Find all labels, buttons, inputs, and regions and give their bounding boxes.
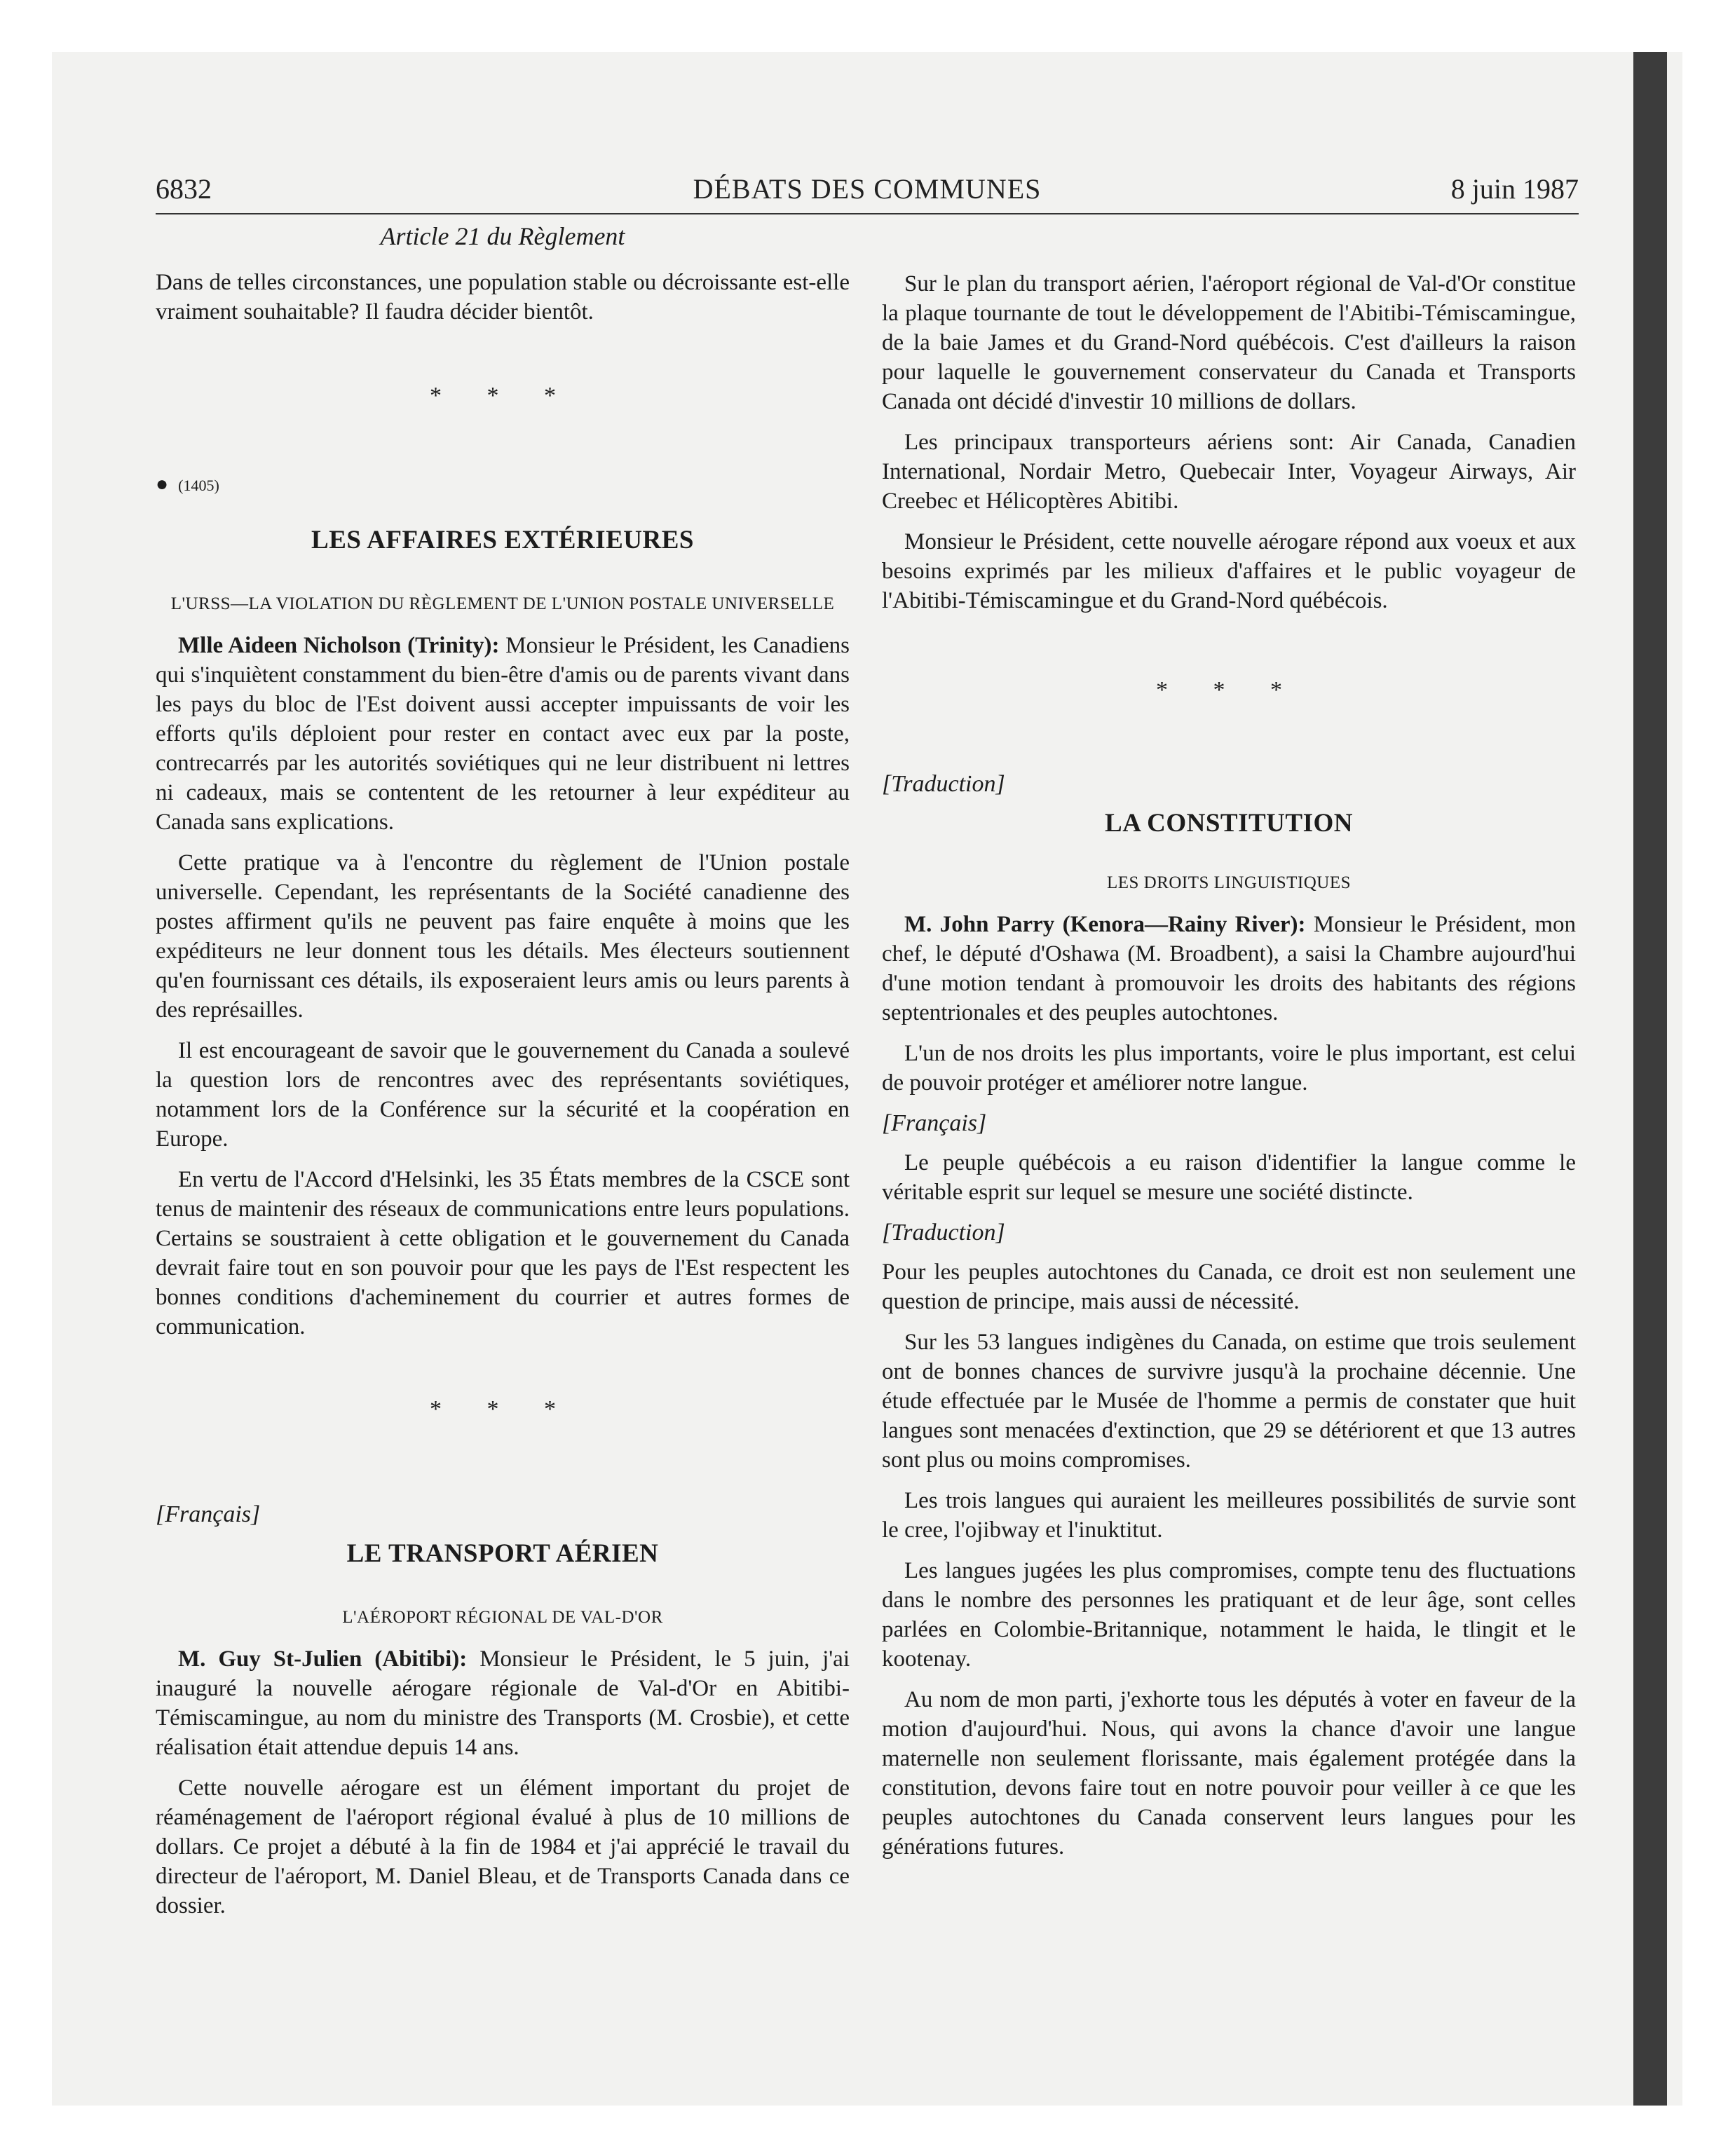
section-separator: * * * <box>430 383 576 409</box>
section-separator: * * * <box>1156 677 1302 703</box>
speech-paragraph: L'un de nos droits les plus importants, voire le plus important, est celui de pouvoir protéger et améliorer notre langue. <box>882 1041 1576 1096</box>
speech-text: Monsieur le Président, le 5 juin, j'ai inauguré la nouvelle aérogare régionale de Val-d'Or en Abitibi-Témiscamingue, au nom du ministre des Transports (M. Crosbie), et cette réalisation était attendue depuis 14 ans. <box>156 1646 850 1760</box>
time-marker-text: (1405) <box>178 477 219 494</box>
language-tag: [Français] <box>882 1110 987 1136</box>
section-title: LES AFFAIRES EXTÉRIEURES <box>311 526 694 554</box>
speech-paragraph: Cette nouvelle aérogare est un élément important du projet de réaménagement de l'aéroport régional évalué à plus de 10 millions de dollars. Ce projet a débuté à la fin de 1984 et j'ai apprécié le travail du directeur de l'aéroport, M. Daniel Bleau, et de Transports Canada dans ce dossier. <box>156 1775 850 1918</box>
speech-paragraph: Cette pratique va à l'encontre du règlement de l'Union postale universelle. Cependant, les représentants de la Société canadienne des postes affirment qu'ils ne peuvent pas faire enquête à moins que les expéditeurs ne leur donnent tous les détails. Mes électeurs soutiennent qu'en fournissant ces détails, ils exposeraient leurs amis ou leurs parents à des représailles. <box>156 850 850 1023</box>
subsection-title: L'URSS—LA VIOLATION DU RÈGLEMENT DE L'UNION POSTALE UNIVERSELLE <box>170 594 835 613</box>
speaker-name: M. Guy St-Julien (Abitibi): <box>178 1646 468 1672</box>
speech-text: Monsieur le Président, mon chef, le député d'Oshawa (M. Broadbent), a saisi la Chambre aujourd'hui d'une motion tendant à promouvoir les droits des habitants des régions septentrionales et des peuples autochtones. <box>882 912 1576 1025</box>
speaker-name: Mlle Aideen Nicholson (Trinity): <box>178 633 500 658</box>
speech-paragraph: En vertu de l'Accord d'Helsinki, les 35 États membres de la CSCE sont tenus de maintenir des réseaux de communications entre leurs populations. Certains se soustraient à cette obligation et le gouvernement du Canada devrait faire tout en son pouvoir pour que les pays de l'Est respectent les bonnes conditions d'acheminement du courrier et autres formes de communication. <box>156 1167 850 1339</box>
speaker-name: M. John Parry (Kenora—Rainy River): <box>904 912 1306 937</box>
section-separator: * * * <box>430 1396 576 1422</box>
bullet-icon: ● <box>156 472 169 496</box>
speech-paragraph: Les langues jugées les plus compromises, compte tenu des fluctuations dans le nombre des personnes les pratiquant et de leur âge, sont celles parlées en Colombie-Britannique, notamment le haida, le tlingit et le kootenay. <box>882 1558 1576 1672</box>
right-column <box>882 221 1576 1873</box>
speech-paragraph <box>156 631 850 837</box>
language-tag: [Traduction] <box>882 771 1005 797</box>
time-marker <box>156 470 850 500</box>
article-reference: Article 21 du Règlement <box>380 222 625 250</box>
speech-paragraph: Les trois langues qui auraient les meilleures possibilités de survie sont le cree, l'ojibway et l'inuktitut. <box>882 1488 1576 1543</box>
language-tag: [Français] <box>156 1501 261 1527</box>
left-column <box>156 221 850 1932</box>
running-head <box>156 168 1579 214</box>
speech-paragraph <box>882 910 1576 1028</box>
speech-paragraph <box>156 1644 850 1762</box>
opening-paragraph: Dans de telles circonstances, une population stable ou décroissante est-elle vraiment souhaitable? Il faudra décider bientôt. <box>156 270 850 325</box>
section-title: LA CONSTITUTION <box>1105 809 1353 838</box>
language-tag: [Traduction] <box>882 1220 1005 1246</box>
speech-paragraph: Le peuple québécois a eu raison d'identifier la langue comme le véritable esprit sur lequel se mesure une société distincte. <box>882 1150 1576 1205</box>
scan-edge-shadow <box>1633 52 1667 2106</box>
subsection-title: LES DROITS LINGUISTIQUES <box>1106 873 1352 892</box>
subsection-title: L'AÉROPORT RÉGIONAL DE VAL-D'OR <box>342 1608 663 1627</box>
speech-paragraph: Les principaux transporteurs aériens sont: Air Canada, Canadien International, Nordair Metro, Quebecair Inter, Voyageur Airways, Air Creebec et Hélicoptères Abitibi. <box>882 430 1576 514</box>
speech-paragraph: Sur les 53 langues indigènes du Canada, on estime que trois seulement ont de bonnes chances de survivre jusqu'à la prochaine décennie. Une étude effectuée par le Musée de l'homme a permis de constater que huit langues sont menacées d'extinction, que 29 se détériorent et que 13 autres sont plus ou moins compromises. <box>882 1330 1576 1473</box>
section-title: LE TRANSPORT AÉRIEN <box>346 1539 659 1568</box>
speech-paragraph: Monsieur le Président, cette nouvelle aérogare répond aux voeux et aux besoins exprimés par les milieux d'affaires et le public voyageur de l'Abitibi-Témiscamingue et du Grand-Nord québécois. <box>882 529 1576 613</box>
publication-title: DÉBATS DES COMMUNES <box>693 173 1042 205</box>
speech-paragraph: Au nom de mon parti, j'exhorte tous les députés à voter en faveur de la motion d'aujourd'hui. Nous, qui avons la chance d'avoir une langue maternelle non seulement florissante, mais également protégée dans la constitution, devons faire tout en notre pouvoir pour veiller à ce que les peuples autochtones du Canada conservent leurs langues pour les générations futures. <box>882 1687 1576 1860</box>
page-number: 6832 <box>156 173 212 205</box>
speech-paragraph: Pour les peuples autochtones du Canada, ce droit est non seulement une question de principe, mais aussi de nécessité. <box>882 1260 1576 1314</box>
page-date: 8 juin 1987 <box>1450 173 1579 205</box>
speech-paragraph: Il est encourageant de savoir que le gouvernement du Canada a soulevé la question lors de rencontres avec des représentants soviétiques, notamment lors de la Conférence sur la sécurité et la coopération en Europe. <box>156 1038 850 1152</box>
speech-text: Monsieur le Président, les Canadiens qui s'inquiètent constamment du bien-être d'amis ou de parents vivant dans les pays du bloc de l'Est doivent aussi accepter impuissants de voir les efforts qu'ils déploient pour rester en contact avec eux par la poste, contrecarrés par les autorités soviétiques qui ne leur distribuent ni lettres ni cadeaux, mais se contentent de les retourner à leur expéditeur au Canada sans explications. <box>156 633 850 835</box>
speech-paragraph: Sur le plan du transport aérien, l'aéroport régional de Val-d'Or constitue la plaque tournante de tout le développement de l'Abitibi-Témiscamingue, de la baie James et du Grand-Nord québécois. C'est d'ailleurs la raison pour laquelle le gouvernement conservateur du Canada et Transports Canada ont décidé d'investir 10 millions de dollars. <box>882 271 1576 414</box>
